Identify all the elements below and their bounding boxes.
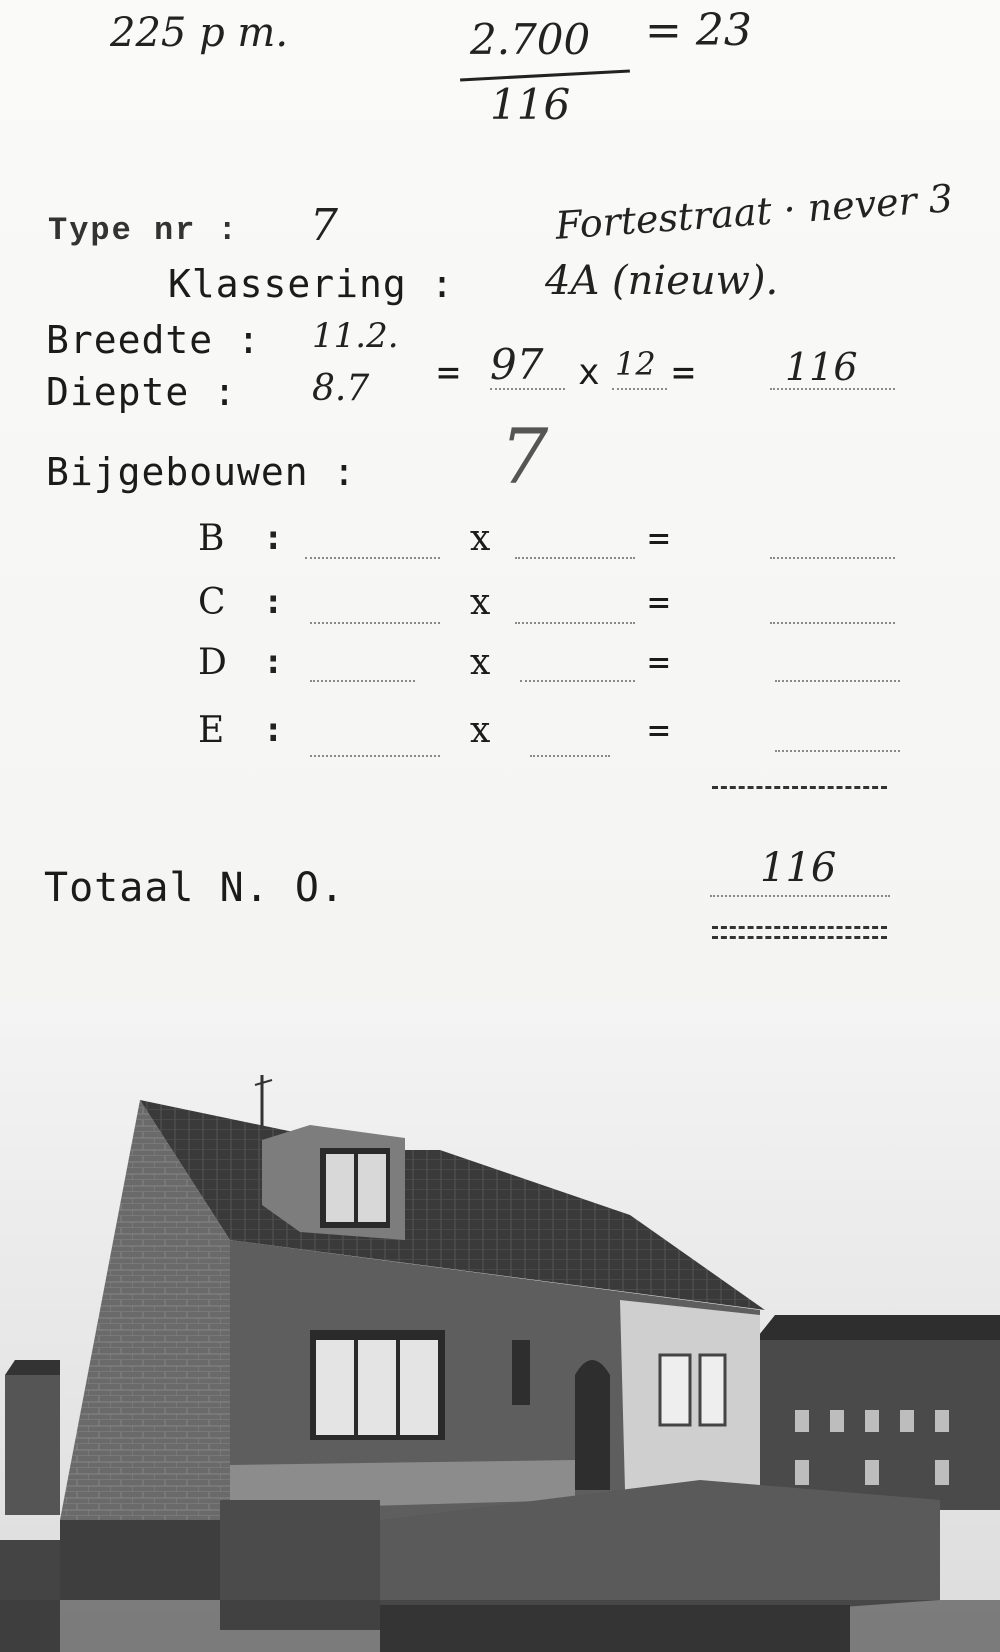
fraction-numerator: 2.700: [470, 15, 591, 64]
totaal-dots: [710, 895, 890, 897]
totaal-double-rule-1: [712, 926, 887, 929]
row-dots-1: [310, 622, 440, 624]
calc-b: 12: [615, 345, 656, 383]
front-door: [575, 1360, 610, 1490]
row-times: x: [470, 582, 491, 623]
fraction-result: = 23: [645, 5, 752, 56]
row-equals: =: [648, 518, 670, 559]
calc-result: 116: [785, 345, 858, 389]
subtotal-rule: [712, 786, 887, 789]
klassering-value: 4A (nieuw).: [545, 258, 779, 304]
row-equals: =: [648, 710, 670, 751]
row-letter: E: [198, 710, 225, 751]
row-letter: C: [198, 582, 226, 623]
bijgebouwen-label: Bijgebouwen :: [46, 450, 357, 494]
type-label: Type nr :: [48, 212, 239, 249]
totaal-label: Totaal N. O.: [44, 865, 345, 911]
totaal-double-rule-2: [712, 936, 887, 939]
row-letter: D: [198, 642, 227, 683]
row-dots-3: [770, 557, 895, 559]
row-dots-2: [530, 755, 610, 757]
row-dots-3: [770, 622, 895, 624]
dimension-equals: =: [437, 350, 460, 394]
calc-times: x: [578, 352, 600, 393]
row-dots-2: [515, 622, 635, 624]
fraction-denominator: 116: [490, 80, 571, 129]
calc-a-dots: [490, 388, 565, 390]
house-photograph: [0, 1000, 1000, 1652]
row-times: x: [470, 642, 491, 683]
row-dots-3: [775, 680, 900, 682]
row-equals: =: [648, 642, 670, 683]
bijgebouwen-value: 7: [500, 412, 549, 501]
breedte-value: 11.2.: [312, 316, 399, 356]
calc-b-dots: [612, 388, 667, 390]
calc-a: 97: [490, 340, 544, 389]
row-dots-1: [310, 680, 415, 682]
row-colon: :: [263, 518, 284, 558]
row-dots-2: [520, 680, 635, 682]
totaal-value: 116: [760, 845, 837, 891]
calc-equals: =: [672, 350, 695, 394]
klassering-label: Klassering :: [168, 262, 455, 306]
breedte-label: Breedte :: [46, 318, 261, 362]
row-times: x: [470, 710, 491, 751]
row-colon: :: [263, 582, 284, 622]
type-value: 7: [310, 200, 338, 251]
row-equals: =: [648, 582, 670, 623]
row-dots-3: [775, 750, 900, 752]
row-letter: B: [198, 518, 225, 559]
row-dots-1: [310, 755, 440, 757]
street-note: Fortestraat · never 3: [553, 176, 955, 248]
row-colon: :: [263, 642, 284, 682]
diepte-value: 8.7: [312, 368, 370, 409]
top-left-note: 225 p m.: [110, 10, 289, 56]
row-dots-1: [305, 557, 440, 559]
row-times: x: [470, 518, 491, 559]
row-dots-2: [515, 557, 635, 559]
diepte-label: Diepte :: [46, 370, 238, 414]
calc-result-dots: [770, 388, 895, 390]
row-colon: :: [263, 710, 284, 750]
